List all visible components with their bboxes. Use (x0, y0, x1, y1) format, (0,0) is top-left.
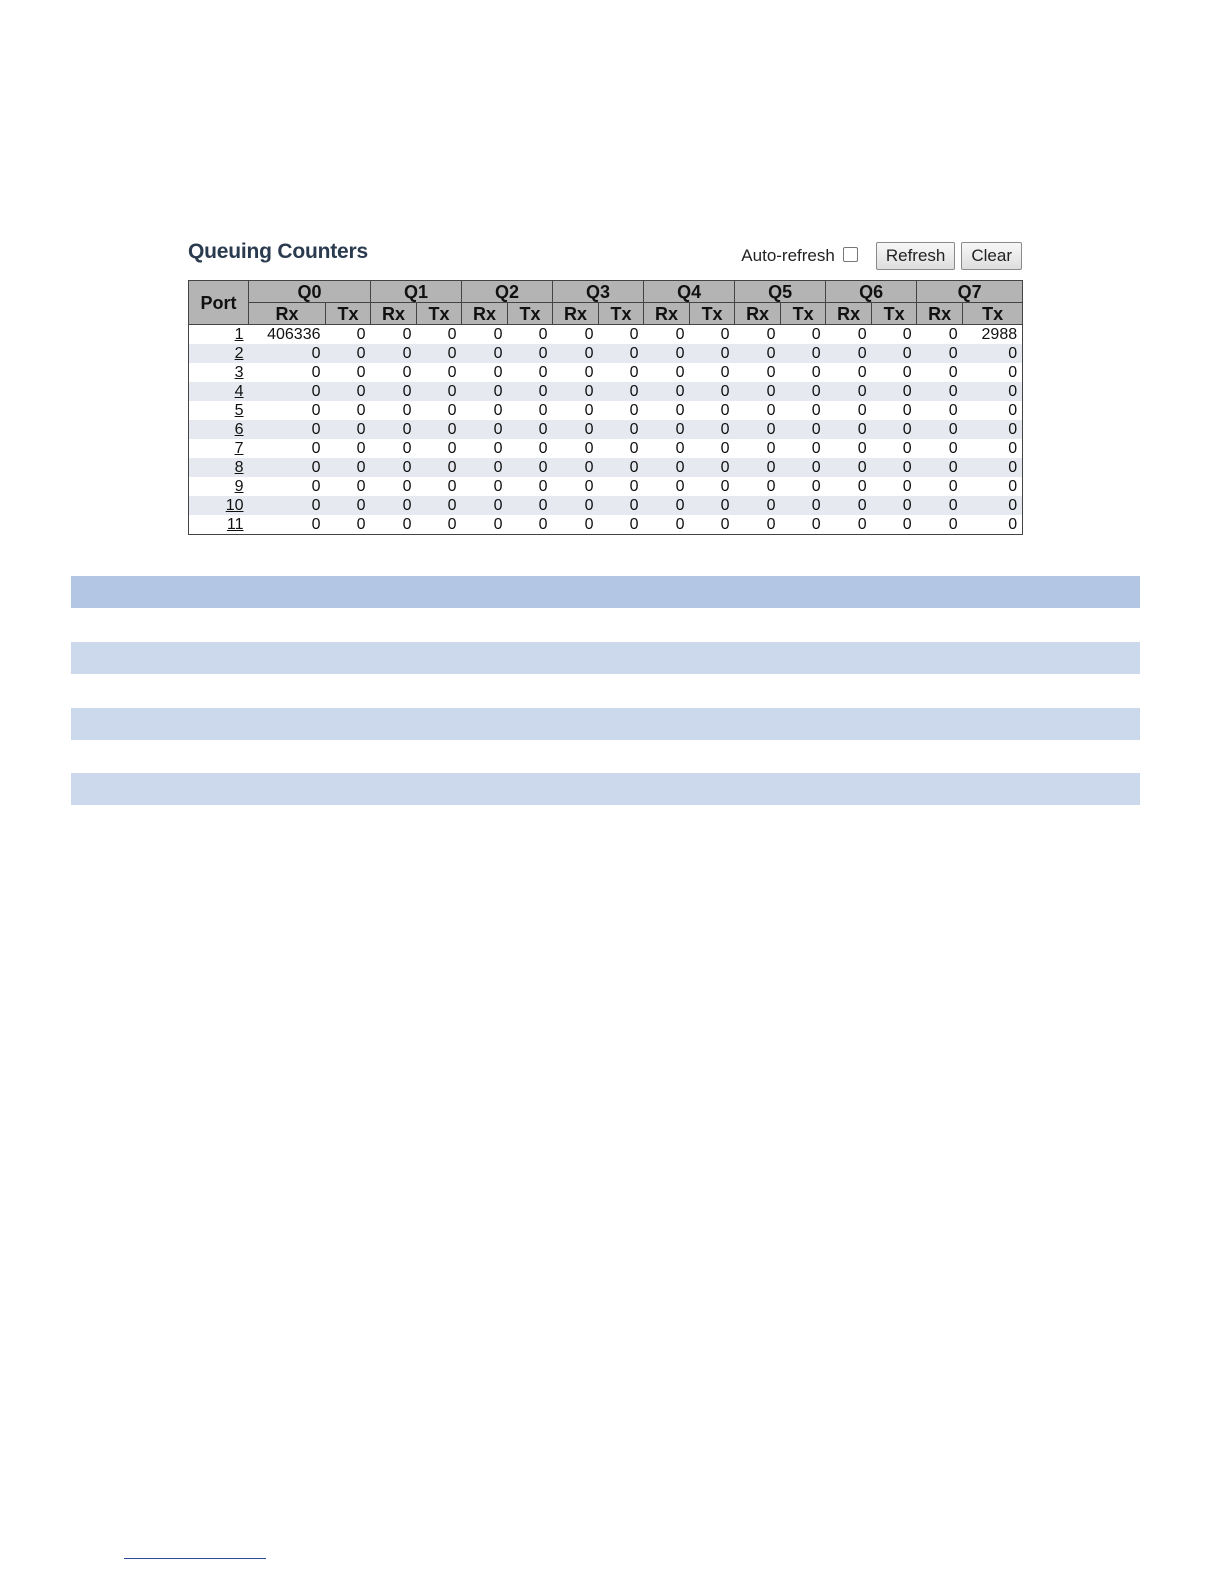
counter-cell: 0 (644, 401, 690, 420)
counter-cell: 0 (917, 344, 963, 363)
counter-cell: 0 (781, 382, 826, 401)
table-row (189, 458, 1023, 477)
counter-cell: 0 (917, 515, 963, 535)
sub-header-tx: Tx (690, 303, 735, 325)
counter-cell: 0 (644, 458, 690, 477)
queue-header-q2: Q2 (462, 281, 553, 303)
counter-cell: 0 (644, 363, 690, 382)
counter-cell: 0 (690, 363, 735, 382)
counter-cell: 0 (417, 477, 462, 496)
counter-cell: 0 (963, 420, 1023, 439)
counter-cell: 0 (417, 325, 462, 345)
counter-cell: 0 (781, 477, 826, 496)
counter-cell: 0 (249, 401, 326, 420)
counter-cell: 0 (963, 401, 1023, 420)
counter-cell: 0 (326, 363, 371, 382)
counter-cell: 0 (599, 420, 644, 439)
counter-cell: 0 (371, 458, 417, 477)
counter-cell: 0 (371, 325, 417, 345)
counter-cell: 0 (917, 496, 963, 515)
counter-cell: 0 (644, 515, 690, 535)
counter-cell: 0 (917, 458, 963, 477)
counter-cell: 0 (826, 439, 872, 458)
counter-cell: 0 (826, 515, 872, 535)
counter-cell: 0 (249, 458, 326, 477)
counter-cell: 0 (599, 477, 644, 496)
counter-cell: 0 (371, 344, 417, 363)
counter-cell: 0 (599, 496, 644, 515)
port-link[interactable]: 9 (234, 478, 244, 495)
counter-cell: 0 (508, 496, 553, 515)
counter-cell: 0 (371, 515, 417, 535)
counter-cell: 0 (371, 439, 417, 458)
rxtx-header-row (189, 303, 1023, 325)
counter-cell: 0 (826, 363, 872, 382)
sub-header-tx: Tx (963, 303, 1023, 325)
port-cell (189, 401, 249, 420)
counter-cell: 0 (644, 496, 690, 515)
counter-cell: 0 (326, 401, 371, 420)
counter-cell: 0 (462, 439, 508, 458)
counter-cell: 0 (781, 363, 826, 382)
counter-cell: 0 (917, 382, 963, 401)
counter-cell: 0 (249, 344, 326, 363)
port-link[interactable]: 7 (234, 440, 244, 457)
sub-header-rx: Rx (735, 303, 781, 325)
counter-cell: 0 (249, 439, 326, 458)
counter-cell: 0 (462, 477, 508, 496)
auto-refresh-checkbox[interactable] (843, 247, 858, 262)
counter-cell: 0 (872, 363, 917, 382)
counter-cell: 0 (508, 515, 553, 535)
section-band-header (71, 576, 1140, 608)
sub-header-rx: Rx (917, 303, 963, 325)
counter-cell: 0 (462, 382, 508, 401)
counter-cell: 0 (963, 515, 1023, 535)
counter-cell: 0 (963, 363, 1023, 382)
port-link[interactable]: 3 (234, 364, 244, 381)
counter-cell: 0 (872, 496, 917, 515)
toolbar (741, 242, 1022, 270)
counter-cell: 0 (417, 382, 462, 401)
table-row (189, 515, 1023, 535)
table-row (189, 496, 1023, 515)
counter-cell: 0 (599, 458, 644, 477)
counter-cell: 0 (371, 477, 417, 496)
counter-cell: 0 (826, 401, 872, 420)
counter-cell: 0 (963, 439, 1023, 458)
counter-cell: 0 (690, 401, 735, 420)
sub-header-rx: Rx (371, 303, 417, 325)
counter-cell: 0 (917, 363, 963, 382)
counter-cell: 0 (735, 515, 781, 535)
counter-cell: 0 (508, 420, 553, 439)
counter-cell: 0 (781, 515, 826, 535)
counter-cell: 0 (462, 420, 508, 439)
counter-cell: 0 (326, 496, 371, 515)
counter-cell: 0 (735, 439, 781, 458)
sub-header-tx: Tx (599, 303, 644, 325)
port-link[interactable]: 6 (234, 421, 244, 438)
port-cell (189, 515, 249, 535)
counter-cell: 0 (508, 458, 553, 477)
table-row (189, 439, 1023, 458)
counter-cell: 0 (644, 344, 690, 363)
counter-cell: 0 (690, 420, 735, 439)
table-row (189, 420, 1023, 439)
port-link[interactable]: 5 (234, 402, 244, 419)
counter-cell: 0 (872, 515, 917, 535)
counter-cell: 0 (872, 420, 917, 439)
auto-refresh-label: Auto-refresh (741, 246, 835, 265)
port-link[interactable]: 11 (226, 516, 244, 533)
counter-cell: 0 (326, 458, 371, 477)
counter-cell: 0 (781, 496, 826, 515)
counter-cell: 0 (249, 496, 326, 515)
sub-header-rx: Rx (553, 303, 599, 325)
counter-cell: 0 (462, 344, 508, 363)
counter-cell: 0 (781, 420, 826, 439)
section-band (71, 773, 1140, 805)
counter-cell: 0 (599, 401, 644, 420)
counter-cell: 0 (599, 439, 644, 458)
counter-cell: 0 (735, 363, 781, 382)
counter-cell: 0 (781, 401, 826, 420)
counter-rows (189, 325, 1023, 535)
table-row (189, 401, 1023, 420)
counter-cell: 0 (872, 477, 917, 496)
counter-cell: 0 (326, 477, 371, 496)
counter-cell: 0 (781, 344, 826, 363)
counter-cell: 0 (690, 439, 735, 458)
counter-cell: 0 (644, 477, 690, 496)
counter-cell: 0 (826, 420, 872, 439)
counter-cell: 0 (249, 363, 326, 382)
port-cell (189, 325, 249, 345)
port-cell (189, 382, 249, 401)
counter-cell: 0 (690, 477, 735, 496)
table-row (189, 382, 1023, 401)
counter-cell: 0 (462, 325, 508, 345)
port-link[interactable]: 8 (234, 459, 244, 476)
port-cell (189, 344, 249, 363)
counter-cell: 0 (553, 458, 599, 477)
refresh-button[interactable]: Refresh (876, 242, 956, 270)
counter-cell: 0 (553, 344, 599, 363)
counter-cell: 0 (963, 496, 1023, 515)
section-band (71, 708, 1140, 740)
section-band (71, 642, 1140, 674)
counter-cell: 0 (735, 477, 781, 496)
counter-cell: 0 (462, 363, 508, 382)
counter-cell: 0 (249, 515, 326, 535)
counter-cell: 0 (599, 515, 644, 535)
counter-cell: 0 (735, 382, 781, 401)
counter-cell: 0 (371, 382, 417, 401)
counter-cell: 0 (508, 477, 553, 496)
port-cell (189, 420, 249, 439)
counter-cell: 0 (462, 401, 508, 420)
port-cell (189, 496, 249, 515)
counter-cell: 0 (872, 344, 917, 363)
counter-cell: 0 (917, 439, 963, 458)
counter-cell: 0 (553, 439, 599, 458)
counter-cell: 0 (462, 458, 508, 477)
queue-header-q3: Q3 (553, 281, 644, 303)
counter-cell: 0 (462, 515, 508, 535)
sub-header-rx: Rx (826, 303, 872, 325)
queue-header-q6: Q6 (826, 281, 917, 303)
sub-header-tx: Tx (781, 303, 826, 325)
counter-cell: 0 (644, 420, 690, 439)
queue-header-q7: Q7 (917, 281, 1023, 303)
counter-cell: 0 (371, 420, 417, 439)
counter-cell: 0 (326, 439, 371, 458)
counter-cell: 0 (326, 420, 371, 439)
counter-cell: 0 (826, 477, 872, 496)
table-row (189, 325, 1023, 345)
counter-cell: 0 (417, 439, 462, 458)
port-cell (189, 439, 249, 458)
counter-cell: 0 (826, 382, 872, 401)
port-link[interactable]: 10 (225, 497, 244, 514)
counter-cell: 0 (417, 458, 462, 477)
counter-cell: 0 (249, 382, 326, 401)
counter-cell: 0 (508, 344, 553, 363)
counter-cell: 0 (326, 325, 371, 345)
counter-cell: 0 (872, 458, 917, 477)
counter-cell: 0 (826, 458, 872, 477)
counter-cell: 0 (326, 344, 371, 363)
counter-cell: 0 (508, 439, 553, 458)
port-header: Port (189, 281, 249, 325)
queue-header-q5: Q5 (735, 281, 826, 303)
counter-cell: 0 (963, 477, 1023, 496)
counter-cell: 0 (735, 420, 781, 439)
counter-cell: 0 (326, 382, 371, 401)
counter-cell: 0 (508, 382, 553, 401)
counter-cell: 0 (417, 401, 462, 420)
counter-cell: 0 (599, 344, 644, 363)
sub-header-tx: Tx (417, 303, 462, 325)
counter-cell: 0 (249, 477, 326, 496)
counter-cell: 0 (553, 420, 599, 439)
footnote-divider (124, 1558, 266, 1559)
counter-cell: 0 (735, 344, 781, 363)
table-row (189, 477, 1023, 496)
counter-cell: 0 (508, 325, 553, 345)
counter-cell: 0 (417, 515, 462, 535)
counter-cell: 0 (417, 496, 462, 515)
counter-cell: 2988 (963, 325, 1023, 345)
sub-header-rx: Rx (644, 303, 690, 325)
counter-cell: 0 (917, 401, 963, 420)
counter-cell: 0 (553, 515, 599, 535)
queue-header-row (189, 281, 1023, 303)
counter-cell: 0 (963, 344, 1023, 363)
counter-cell: 406336 (249, 325, 326, 345)
counter-cell: 0 (462, 496, 508, 515)
counter-cell: 0 (508, 363, 553, 382)
queuing-counters-table (188, 280, 1023, 535)
port-cell (189, 363, 249, 382)
counter-cell: 0 (690, 458, 735, 477)
counter-cell: 0 (371, 401, 417, 420)
table-row (189, 363, 1023, 382)
counter-cell: 0 (599, 325, 644, 345)
counter-cell: 0 (599, 382, 644, 401)
counter-cell: 0 (553, 382, 599, 401)
sub-header-tx: Tx (508, 303, 553, 325)
counter-cell: 0 (553, 401, 599, 420)
counter-cell: 0 (781, 325, 826, 345)
counter-cell: 0 (781, 458, 826, 477)
counter-cell: 0 (826, 344, 872, 363)
counter-cell: 0 (963, 382, 1023, 401)
clear-button[interactable]: Clear (961, 242, 1022, 270)
counter-cell: 0 (872, 439, 917, 458)
counter-cell: 0 (644, 325, 690, 345)
page-title: Queuing Counters (188, 240, 368, 263)
counter-cell: 0 (371, 496, 417, 515)
queue-header-q1: Q1 (371, 281, 462, 303)
counter-cell: 0 (872, 382, 917, 401)
sub-header-rx: Rx (249, 303, 326, 325)
counter-cell: 0 (872, 325, 917, 345)
counter-cell: 0 (371, 363, 417, 382)
counter-cell: 0 (690, 496, 735, 515)
counter-cell: 0 (826, 496, 872, 515)
counter-cell: 0 (781, 439, 826, 458)
queue-header-q0: Q0 (249, 281, 371, 303)
counter-cell: 0 (690, 325, 735, 345)
counter-cell: 0 (326, 515, 371, 535)
counter-cell: 0 (735, 401, 781, 420)
sub-header-rx: Rx (462, 303, 508, 325)
counter-cell: 0 (917, 325, 963, 345)
counter-cell: 0 (644, 382, 690, 401)
counter-cell: 0 (553, 496, 599, 515)
counter-cell: 0 (690, 515, 735, 535)
counter-cell: 0 (417, 363, 462, 382)
counter-cell: 0 (599, 363, 644, 382)
port-cell (189, 477, 249, 496)
counter-cell: 0 (690, 344, 735, 363)
port-link[interactable]: 4 (234, 383, 244, 400)
counter-cell: 0 (417, 344, 462, 363)
counter-cell: 0 (735, 325, 781, 345)
port-cell (189, 458, 249, 477)
counter-cell: 0 (508, 401, 553, 420)
counter-cell: 0 (553, 477, 599, 496)
counter-cell: 0 (963, 458, 1023, 477)
counter-cell: 0 (735, 458, 781, 477)
counter-cell: 0 (249, 420, 326, 439)
sub-header-tx: Tx (872, 303, 917, 325)
counter-cell: 0 (735, 496, 781, 515)
counter-cell: 0 (553, 325, 599, 345)
counter-cell: 0 (917, 477, 963, 496)
counter-cell: 0 (917, 420, 963, 439)
sub-header-tx: Tx (326, 303, 371, 325)
counter-cell: 0 (690, 382, 735, 401)
port-link[interactable]: 1 (234, 326, 244, 343)
table-row (189, 344, 1023, 363)
counter-cell: 0 (826, 325, 872, 345)
counter-cell: 0 (644, 439, 690, 458)
counter-cell: 0 (872, 401, 917, 420)
port-link[interactable]: 2 (234, 345, 244, 362)
queue-header-q4: Q4 (644, 281, 735, 303)
counter-cell: 0 (553, 363, 599, 382)
counter-cell: 0 (417, 420, 462, 439)
